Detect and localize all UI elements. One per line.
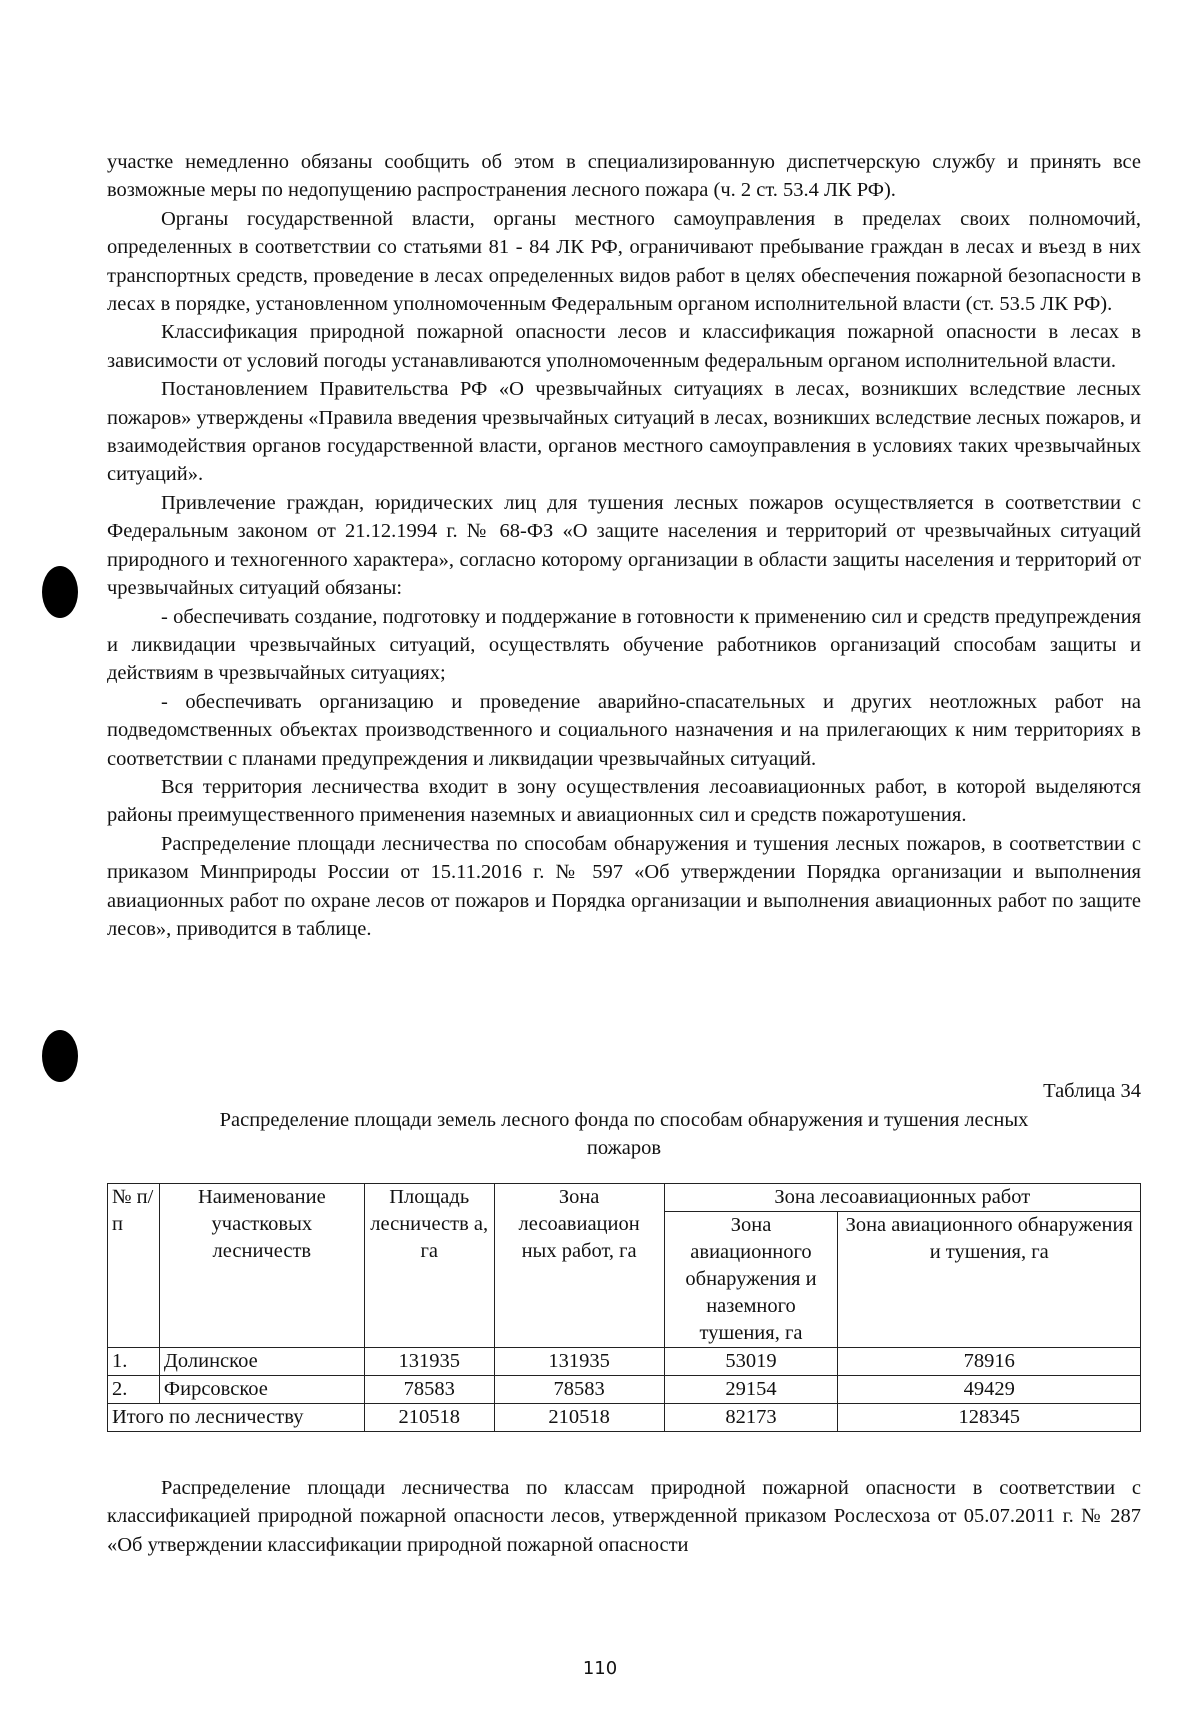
table-row bbox=[108, 1348, 1141, 1376]
cell-area: 131935 bbox=[364, 1348, 494, 1376]
cell-zone: 131935 bbox=[494, 1348, 664, 1376]
cell-sub2: 78916 bbox=[838, 1348, 1141, 1376]
cell-total-label: Итого по лесничеству bbox=[108, 1404, 365, 1432]
header-num: № п/ п bbox=[108, 1184, 160, 1348]
header-name: Наименование участковых лесничеств bbox=[159, 1184, 364, 1348]
paragraph: Распределение площади лесничества по классам природной пожарной опасности в соответствии с классификацией природной пожарной опасности лесов, утвержденной приказом Рослесхоза от 05.07.2011 г. № 287 «Об утверждении классификации природной пожарной опасности bbox=[107, 1477, 1141, 1556]
body-text-bottom bbox=[107, 1474, 1141, 1559]
page-number: 110 bbox=[582, 1658, 618, 1679]
cell-sub1: 29154 bbox=[664, 1376, 838, 1404]
paragraph: Органы государственной власти, органы местного самоуправления в пределах своих полномочий, определенных в соответствии со статьями 81 - 84 ЛК РФ, ограничивают пребывание граждан в лесах и въезд в них транспортных средств, проведение в лесах определенных видов работ в целях обеспечения пожарной безопасности в лесах в порядке, установленном уполномоченным Федеральным органом исполнительной власти (ст. 53.5 ЛК РФ). bbox=[107, 207, 1141, 316]
paragraph: Классификация природной пожарной опасности лесов и классификация пожарной опасности в лесах в зависимости от условий погоды устанавливаются уполномоченным федеральным органом исполнительной власти. bbox=[107, 321, 1141, 372]
cell-name: Долинское bbox=[159, 1348, 364, 1376]
list-item: - обеспечивать создание, подготовку и поддержание в готовности к применению сил и средств предупреждения и ликвидации чрезвычайных ситуаций, осуществлять обучение работников организаций способам защиты и действиям в чрезвычайных ситуациях; bbox=[107, 605, 1141, 685]
header-sub1: Зона авиационного обнаружения и наземного тушения, га bbox=[664, 1212, 838, 1348]
cell-name: Фирсовское bbox=[159, 1376, 364, 1404]
body-text-top bbox=[107, 148, 1141, 943]
forest-area-table bbox=[107, 1183, 1141, 1432]
cell-num: 2. bbox=[108, 1376, 160, 1404]
cell-area: 78583 bbox=[364, 1376, 494, 1404]
table-total-row bbox=[108, 1404, 1141, 1432]
cell-sub2: 49429 bbox=[838, 1376, 1141, 1404]
paragraph: Распределение площади лесничества по способам обнаружения и тушения лесных пожаров, в соответствии с приказом Минприроды России от 15.11.2016 г. № 597 «Об утверждении Порядка организации и выполнения авиационных работ по охране лесов от пожаров и Порядка организации и выполнения авиационных работ по защите лесов», приводится в таблице. bbox=[107, 832, 1141, 940]
table-row bbox=[108, 1376, 1141, 1404]
header-sub2: Зона авиационного обнаружения и тушения, га bbox=[838, 1212, 1141, 1348]
cell-total-area: 210518 bbox=[364, 1404, 494, 1432]
table-title-line: пожаров bbox=[586, 1137, 662, 1159]
paragraph: Вся территория лесничества входит в зону осуществления лесоавиационных работ, в которой выделяются районы преимущественного применения наземных и авиационных сил и средств пожаротушения. bbox=[107, 775, 1141, 827]
list-item: - обеспечивать организацию и проведение аварийно-спасательных и других неотложных работ на подведомственных объектах производственного и социального назначения и на прилегающих к ним территориях в соответствии с планами предупреждения и ликвидации чрезвычайных ситуаций. bbox=[107, 690, 1141, 770]
table-title bbox=[107, 1106, 1141, 1162]
cell-num: 1. bbox=[108, 1348, 160, 1376]
cell-total-zone: 210518 bbox=[494, 1404, 664, 1432]
table-title-line: Распределение площади земель лесного фонда по способам обнаружения и тушения лесных bbox=[219, 1109, 1029, 1131]
punch-hole-mark-bottom bbox=[42, 1030, 78, 1082]
cell-total-sub2: 128345 bbox=[838, 1404, 1141, 1432]
punch-hole-mark-top bbox=[42, 566, 78, 618]
header-area: Площадь лесничеств а, га bbox=[364, 1184, 494, 1348]
table-label: Таблица 34 bbox=[1043, 1080, 1141, 1102]
paragraph: Привлечение граждан, юридических лиц для тушения лесных пожаров осуществляется в соответствии с Федеральным законом от 21.12.1994 г. № 68-ФЗ «О защите населения и территорий от чрезвычайных ситуаций природного и техногенного характера», согласно которому организации в области защиты населения и территорий от чрезвычайных ситуаций обязаны: bbox=[107, 491, 1141, 600]
paragraph: Постановлением Правительства РФ «О чрезвычайных ситуациях в лесах, возникших вследствие лесных пожаров» утверждены «Правила введения чрезвычайных ситуаций в лесах, возникших вследствие лесных пожаров, и взаимодействия органов государственной власти, органов местного самоуправления в условиях таких чрезвычайных ситуаций». bbox=[107, 378, 1141, 486]
cell-total-sub1: 82173 bbox=[664, 1404, 838, 1432]
cell-sub1: 53019 bbox=[664, 1348, 838, 1376]
cell-zone: 78583 bbox=[494, 1376, 664, 1404]
header-zone: Зона лесоавиацион ных работ, га bbox=[494, 1184, 664, 1348]
header-zone-group: Зона лесоавиационных работ bbox=[664, 1184, 1140, 1212]
paragraph: участке немедленно обязаны сообщить об этом в специализированную диспетчерскую службу и принять все возможные меры по недопущению распространения лесного пожара (ч. 2 ст. 53.4 ЛК РФ). bbox=[107, 151, 1141, 202]
